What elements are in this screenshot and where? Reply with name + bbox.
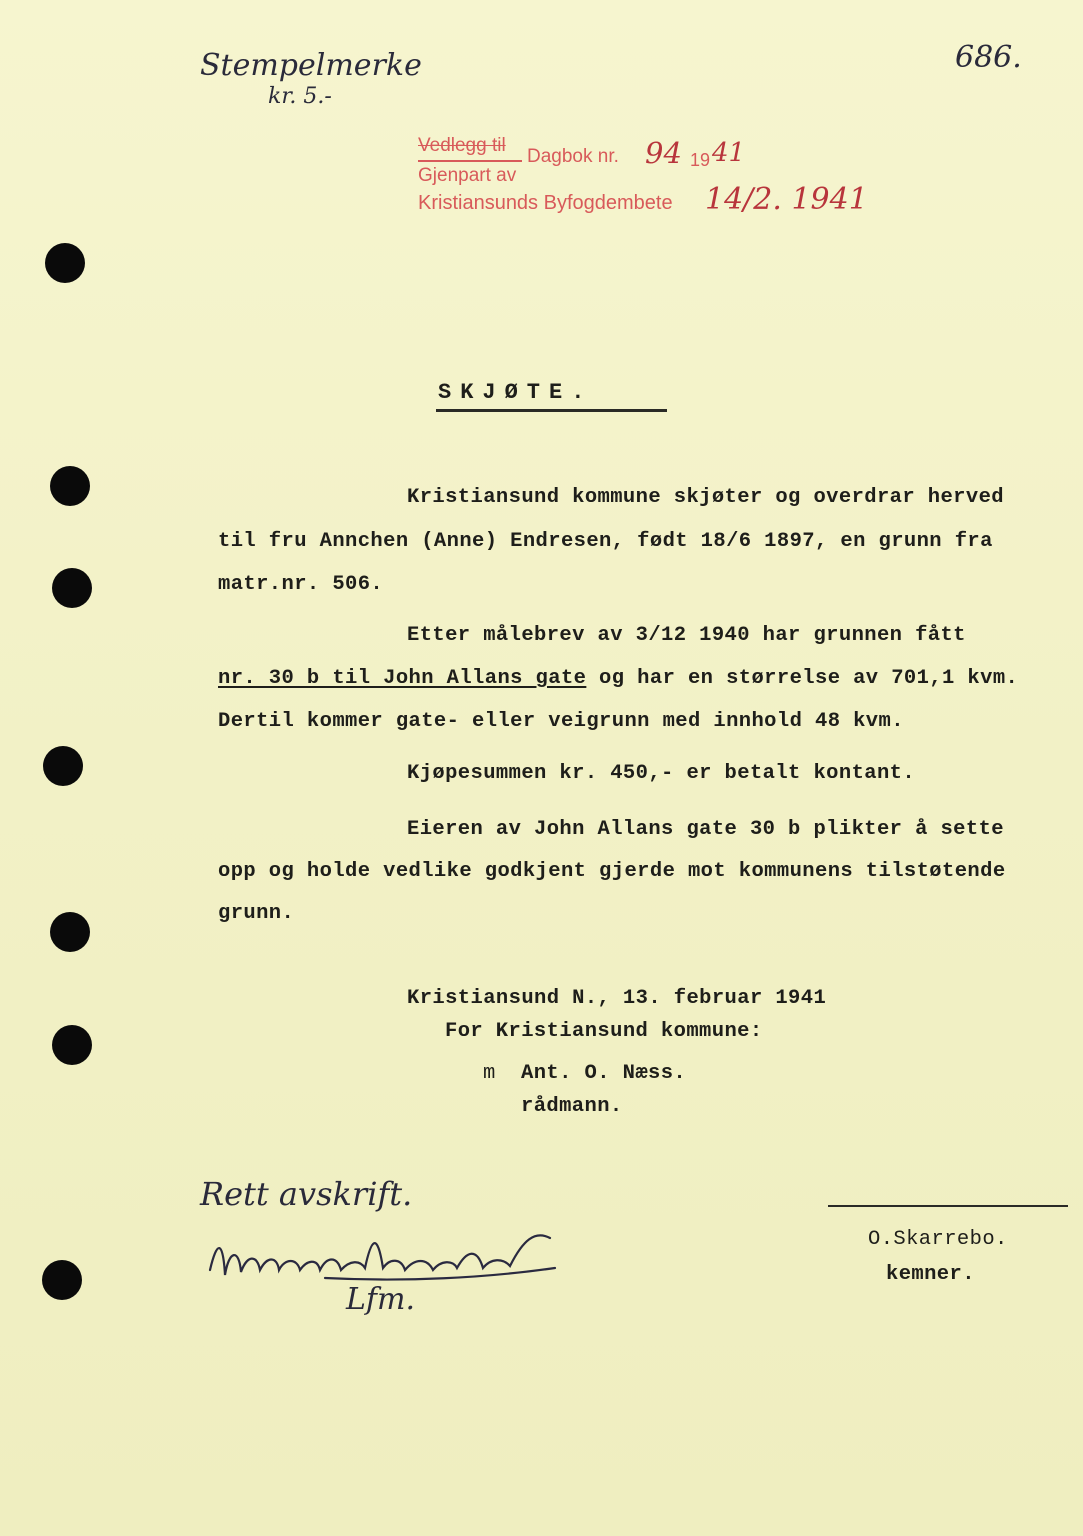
- page-title: SKJØTE.: [438, 380, 594, 405]
- body-line-2: til fru Annchen (Anne) Endresen, født 18/6 1897, en grunn fra: [218, 530, 993, 553]
- binder-hole: [50, 912, 90, 952]
- body-line-7: Kjøpesummen kr. 450,- er betalt kontant.: [407, 762, 916, 785]
- binder-hole: [50, 466, 90, 506]
- body-line-10: grunn.: [218, 902, 295, 925]
- body-line-5: [218, 667, 1018, 690]
- binder-hole: [45, 243, 85, 283]
- stamp-dagbok-year-prefix: 19: [690, 150, 711, 170]
- body-line-8: Eieren av John Allans gate 30 b plikter å sette: [407, 818, 1004, 841]
- stamp-date: 14/2. 1941: [705, 182, 868, 217]
- countersign-name: O.Skarrebo.: [868, 1228, 1008, 1251]
- handwritten-lfm: Lfm.: [346, 1282, 416, 1317]
- stamp-dagbok-label: Dagbok nr.: [527, 146, 619, 167]
- stamp-line-gjenpart: Gjenpart av: [418, 165, 517, 186]
- handwritten-stamp-amount: kr. 5.-: [268, 84, 332, 109]
- stamp-dagbok-year-suffix: 41: [712, 138, 746, 168]
- handwritten-certified-copy: Rett avskrift.: [200, 1175, 413, 1213]
- body-line-3: matr.nr. 506.: [218, 573, 384, 596]
- for-kommune: For Kristiansund kommune:: [445, 1020, 763, 1043]
- stamp-rule: [418, 160, 522, 162]
- body-line-6: Dertil kommer gate- eller veigrunn med innhold 48 kvm.: [218, 710, 904, 733]
- signer-role: rådmann.: [521, 1095, 623, 1118]
- binder-hole: [52, 568, 92, 608]
- place-date: Kristiansund N., 13. februar 1941: [407, 987, 827, 1010]
- signer-name: Ant. O. Næss.: [521, 1062, 687, 1085]
- handwritten-stamp-note: Stempelmerke: [200, 48, 422, 83]
- binder-hole: [52, 1025, 92, 1065]
- stamp-line-vedlegg: Vedlegg til: [418, 135, 506, 156]
- stamp-line-office: Kristiansunds Byfogdembete: [418, 192, 673, 214]
- page-number: 686.: [955, 40, 1022, 75]
- countersign-role: kemner.: [886, 1263, 975, 1286]
- stamp-dagbok-number: 94: [645, 136, 682, 170]
- body-line-9: opp og holde vedlike godkjent gjerde mot kommunens tilstøtende: [218, 860, 1006, 883]
- body-line-1: Kristiansund kommune skjøter og overdrar herved: [407, 486, 1004, 509]
- address-underlined: nr. 30 b til John Allans gate: [218, 667, 587, 690]
- signature-line: [828, 1205, 1068, 1207]
- signer-prefix: m: [483, 1062, 496, 1085]
- binder-hole: [42, 1260, 82, 1300]
- body-line-4: Etter målebrev av 3/12 1940 har grunnen fått: [407, 624, 966, 647]
- body-line-5-rest: og har en størrelse av 701,1 kvm.: [586, 667, 1019, 690]
- binder-hole: [43, 746, 83, 786]
- title-underline: [436, 409, 667, 412]
